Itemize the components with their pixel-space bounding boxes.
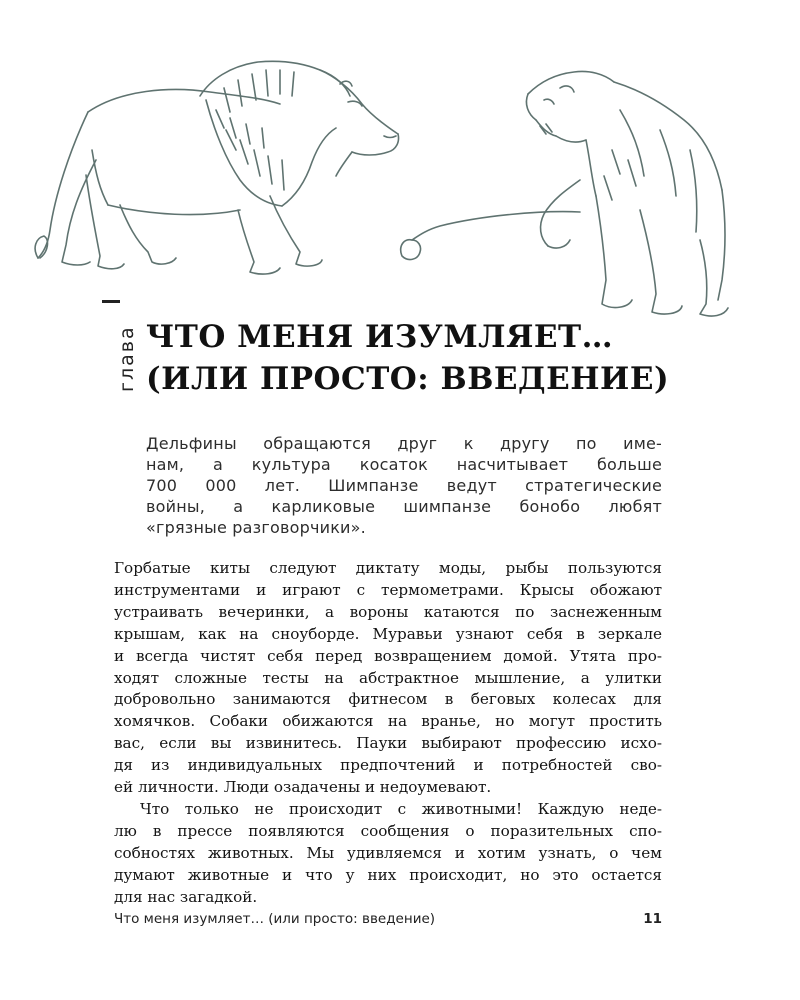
lions-drawing [0,0,800,320]
paragraph-line: и всегда чистят себя перед возвращением домой. Утята про- [114,646,662,665]
lion-figure [35,61,398,274]
lions-illustration [0,0,800,320]
title-line: ЧТО МЕНЯ ИЗУМЛЯЕТ… [146,319,614,355]
chapter-title [146,316,706,400]
epigraph-line: Дельфины обращаются друг к другу по име- [146,434,662,453]
paragraph-line: устраивать вечеринки, а вороны катаются по заснеженным [114,602,662,621]
page-number: 11 [643,911,662,927]
page-footer [114,911,662,931]
epigraph [146,433,662,538]
epigraph-line: войны, а карликовые шимпанзе бонобо любят [146,497,662,516]
paragraph-line: собностях животных. Мы удивляемся и хотим узнать, о чем [114,843,662,862]
chapter-word: глава [116,325,138,392]
epigraph-line: нам, а культура косаток насчитывает больше [146,455,662,474]
paragraph-line: добровольно занимаются фитнесом в беговых колесах для [114,690,662,709]
paragraph-line: Что только не происходит с животными! Каждую неде- [140,799,662,818]
title-line: (ИЛИ ПРОСТО: ВВЕДЕНИЕ) [146,361,670,397]
paragraph-line: ходят сложные тесты на абстрактное мышление, а улитки [114,668,662,687]
chapter-label [96,300,138,415]
paragraph-line: лю в прессе появляются сообщения о поразительных спо- [114,821,662,840]
paragraph-line: вас, если вы извинитесь. Пауки выбирают профессию исхо- [114,734,662,753]
paragraph-line: думают животные и что у них происходит, но это остается [114,865,662,884]
lioness-figure [401,71,728,316]
paragraph-line: хомячков. Собаки обижаются на вранье, но могут простить [114,712,662,731]
paragraph-line: крышам, как на сноуборде. Муравьи узнают себя в зеркале [114,624,662,643]
running-title: Что меня изумляет… (или просто: введение) [114,911,436,927]
paragraph-line: для нас загадкой. [114,887,258,906]
paragraph-line: инструментами и играют с термометрами. Крысы обожают [114,580,662,599]
paragraph-line: ей личности. Люди озадачены и недоумевают. [114,778,492,797]
body-text [114,558,662,909]
paragraph-line: Горбатые киты следуют диктату моды, рыбы пользуются [114,559,662,577]
epigraph-line: 700 000 лет. Шимпанзе ведут стратегические [146,476,662,495]
paragraph-line: дя из индивидуальных предпочтений и потребностей сво- [114,756,662,775]
chapter-bar [102,300,120,303]
epigraph-line: «грязные разговорчики». [146,518,366,537]
